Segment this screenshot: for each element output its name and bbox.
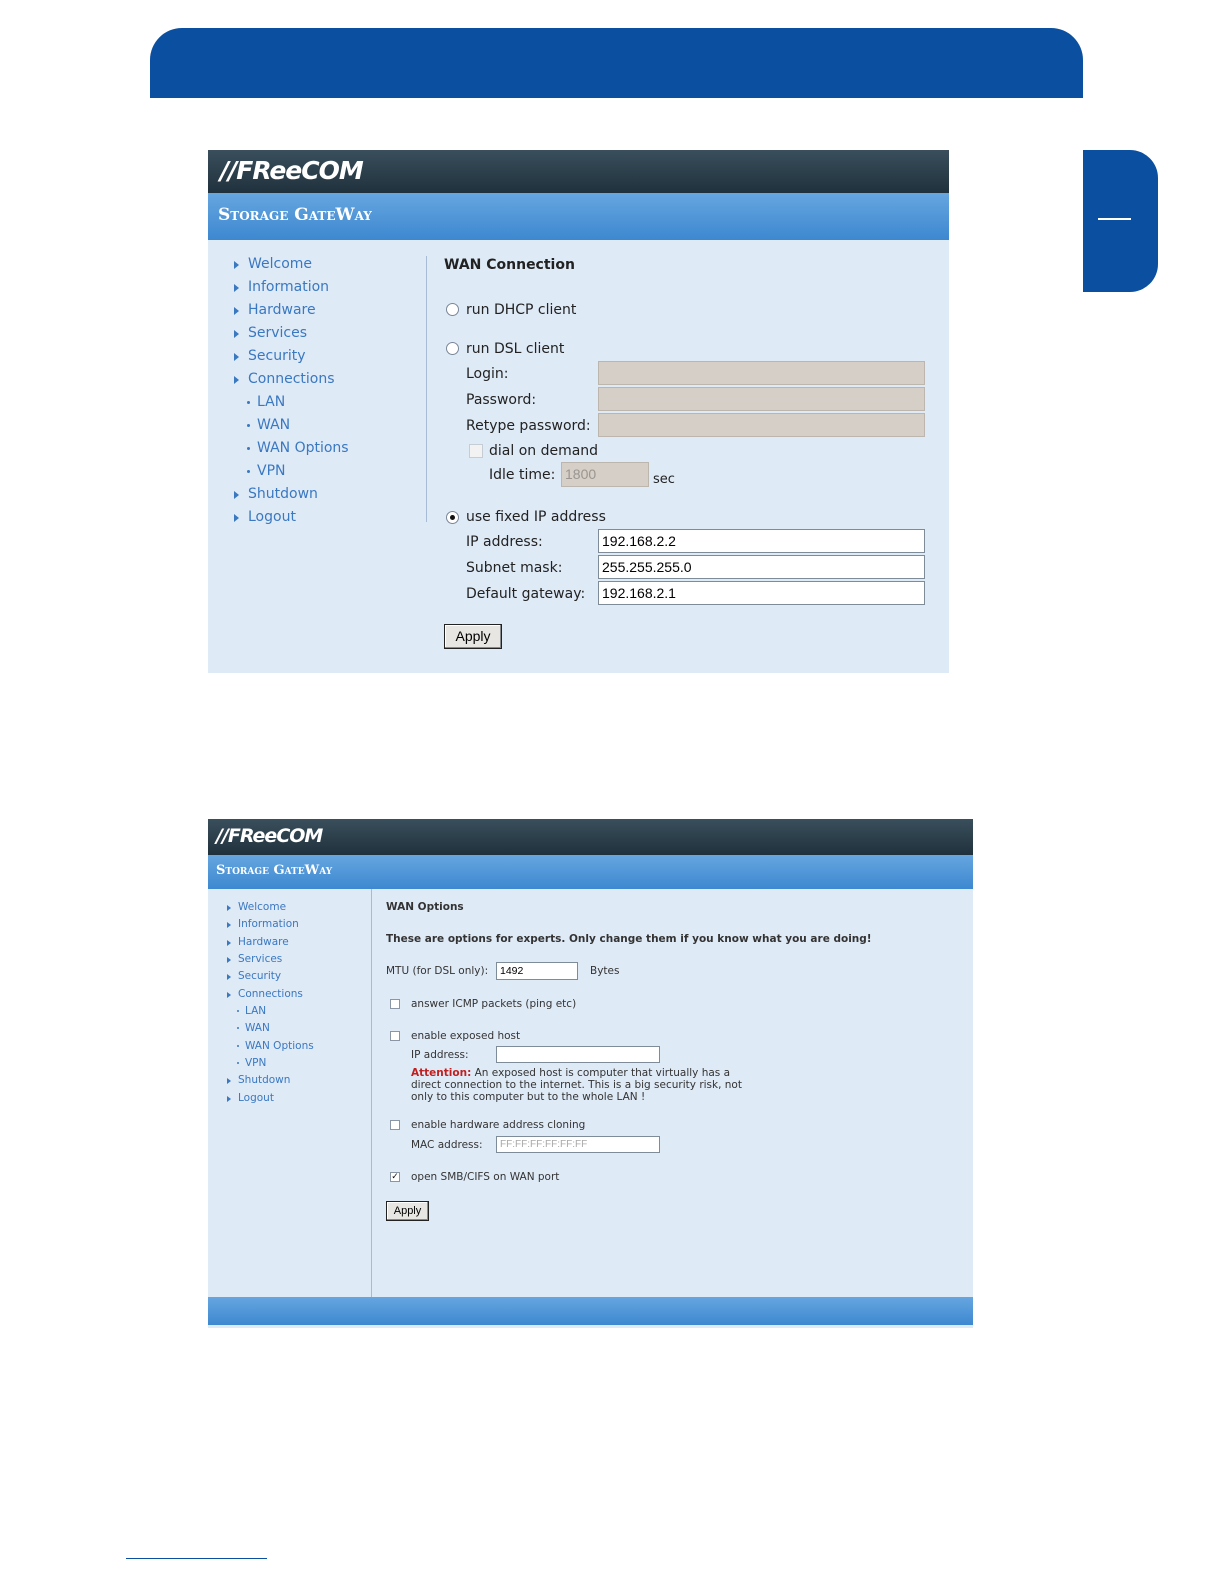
retype-password-label: Retype password: — [466, 418, 591, 434]
gateway-title-bar — [208, 855, 973, 889]
icmp-checkbox[interactable] — [390, 999, 400, 1009]
attention-word: Attention: — [411, 1067, 472, 1079]
nav-vpn[interactable]: VPN — [245, 1057, 267, 1069]
idle-time-label: Idle time: — [489, 467, 556, 483]
logo-bar — [208, 819, 973, 855]
nav-arrow-icon — [234, 353, 239, 361]
dial-on-demand-label: dial on demand — [489, 443, 599, 459]
attention-text-3: only to this computer but to the whole LAN ! — [411, 1091, 646, 1103]
nav-bullet-icon — [247, 424, 250, 427]
nav-hardware[interactable]: Hardware — [248, 302, 316, 318]
nav-hardware[interactable]: Hardware — [238, 936, 289, 948]
nav-arrow-icon — [234, 284, 239, 292]
freecom-logo: //FReeCOM — [216, 825, 323, 847]
nav-information[interactable]: Information — [248, 279, 330, 295]
chapter-tab-dash — [1098, 218, 1131, 220]
nav-arrow-icon — [234, 376, 239, 384]
nav-welcome[interactable]: Welcome — [248, 256, 313, 272]
nav-security[interactable]: Security — [238, 970, 282, 982]
apply-button[interactable]: Apply — [444, 624, 502, 649]
nav-services[interactable]: Services — [238, 953, 283, 965]
default-gateway-input[interactable]: 192.168.2.1 — [598, 581, 925, 605]
nav-bullet-icon — [237, 1062, 239, 1064]
dial-on-demand-checkbox[interactable] — [469, 444, 483, 458]
gateway-title: Storage GateWay — [216, 863, 333, 878]
hardware-cloning-checkbox[interactable] — [390, 1120, 400, 1130]
page-title: WAN Options — [386, 901, 464, 913]
chapter-tab — [1083, 150, 1158, 292]
nav-wan-options[interactable]: WAN Options — [245, 1040, 314, 1052]
page-header-band — [150, 28, 1083, 98]
nav-divider — [426, 256, 427, 522]
nav-arrow-icon — [227, 940, 231, 946]
exposed-ip-input[interactable] — [496, 1046, 660, 1063]
subnet-mask-label: Subnet mask: — [466, 560, 563, 576]
nav-welcome[interactable]: Welcome — [238, 901, 287, 913]
nav-bullet-icon — [237, 1010, 239, 1012]
footer-line — [126, 1558, 267, 1559]
nav-wan-options[interactable]: WAN Options — [257, 440, 349, 456]
nav-logout[interactable]: Logout — [248, 509, 296, 525]
bottom-bar — [208, 1297, 973, 1325]
password-input[interactable] — [598, 387, 925, 411]
smb-cifs-label: open SMB/CIFS on WAN port — [411, 1171, 560, 1183]
gateway-title: Storage GateWay — [218, 205, 372, 225]
login-input[interactable] — [598, 361, 925, 385]
icmp-label: answer ICMP packets (ping etc) — [411, 998, 577, 1010]
nav-arrow-icon — [227, 1078, 231, 1084]
nav-bullet-icon — [247, 470, 250, 473]
dhcp-radio[interactable] — [446, 303, 459, 316]
dsl-label: run DSL client — [466, 341, 565, 357]
nav-divider — [371, 889, 372, 1297]
nav-arrow-icon — [234, 307, 239, 315]
nav-security[interactable]: Security — [248, 348, 306, 364]
hardware-cloning-label: enable hardware address cloning — [411, 1119, 586, 1131]
attention-line-1 — [411, 1067, 730, 1079]
nav-bullet-icon — [237, 1045, 239, 1047]
nav-wan[interactable]: WAN — [257, 417, 291, 433]
nav-services[interactable]: Services — [248, 325, 308, 341]
exposed-ip-label: IP address: — [411, 1049, 469, 1061]
nav-arrow-icon — [227, 1096, 231, 1102]
nav-arrow-icon — [234, 491, 239, 499]
ip-address-label: IP address: — [466, 534, 543, 550]
mtu-unit: Bytes — [590, 965, 620, 977]
dhcp-label: run DHCP client — [466, 302, 577, 318]
nav-arrow-icon — [227, 992, 231, 998]
mac-address-input[interactable]: FF:FF:FF:FF:FF:FF — [496, 1136, 660, 1153]
apply-button[interactable]: Apply — [386, 1201, 429, 1221]
fixed-ip-label: use fixed IP address — [466, 509, 606, 525]
nav-lan[interactable]: LAN — [245, 1005, 267, 1017]
exposed-host-checkbox[interactable] — [390, 1031, 400, 1041]
nav-arrow-icon — [227, 905, 231, 911]
nav-shutdown[interactable]: Shutdown — [248, 486, 318, 502]
password-label: Password: — [466, 392, 537, 408]
wan-options-screenshot — [208, 819, 973, 1328]
exposed-host-label: enable exposed host — [411, 1030, 521, 1042]
fixed-ip-radio[interactable] — [446, 511, 459, 524]
nav-arrow-icon — [227, 974, 231, 980]
nav-bullet-icon — [237, 1027, 239, 1029]
nav-shutdown[interactable]: Shutdown — [238, 1074, 291, 1086]
nav-connections[interactable]: Connections — [238, 988, 303, 1000]
mtu-label: MTU (for DSL only): — [386, 965, 489, 977]
login-label: Login: — [466, 366, 509, 382]
nav-logout[interactable]: Logout — [238, 1092, 274, 1104]
nav-arrow-icon — [227, 922, 231, 928]
retype-password-input[interactable] — [598, 413, 925, 437]
nav-wan[interactable]: WAN — [245, 1022, 270, 1034]
nav-bullet-icon — [247, 447, 250, 450]
mac-address-label: MAC address: — [411, 1139, 483, 1151]
smb-cifs-checkbox[interactable]: ✓ — [391, 1172, 399, 1182]
logo-bar — [208, 150, 949, 193]
attention-text-1: An exposed host is computer that virtually has a — [474, 1067, 731, 1079]
default-gateway-label: Default gateway: — [466, 586, 586, 602]
nav-arrow-icon — [234, 514, 239, 522]
dsl-radio[interactable] — [446, 342, 459, 355]
nav-information[interactable]: Information — [238, 918, 299, 930]
nav-vpn[interactable]: VPN — [257, 463, 286, 479]
ip-address-input[interactable]: 192.168.2.2 — [598, 529, 925, 553]
gateway-title-bar — [208, 193, 949, 240]
nav-connections[interactable]: Connections — [248, 371, 335, 387]
attention-text-2: direct connection to the internet. This is a big security risk, not — [411, 1079, 742, 1091]
nav-bullet-icon — [247, 401, 250, 404]
nav-arrow-icon — [234, 330, 239, 338]
freecom-logo: //FReeCOM — [220, 156, 363, 185]
nav-lan[interactable]: LAN — [257, 394, 286, 410]
page-title: WAN Connection — [444, 257, 575, 273]
idle-time-unit: sec — [653, 472, 675, 487]
subnet-mask-input[interactable]: 255.255.255.0 — [598, 555, 925, 579]
nav-arrow-icon — [227, 957, 231, 963]
wan-connection-screenshot — [208, 150, 949, 673]
mtu-input[interactable]: 1492 — [496, 962, 578, 980]
nav-arrow-icon — [234, 261, 239, 269]
idle-time-input[interactable]: 1800 — [561, 462, 649, 487]
expert-warning: These are options for experts. Only change them if you know what you are doing! — [386, 933, 872, 945]
